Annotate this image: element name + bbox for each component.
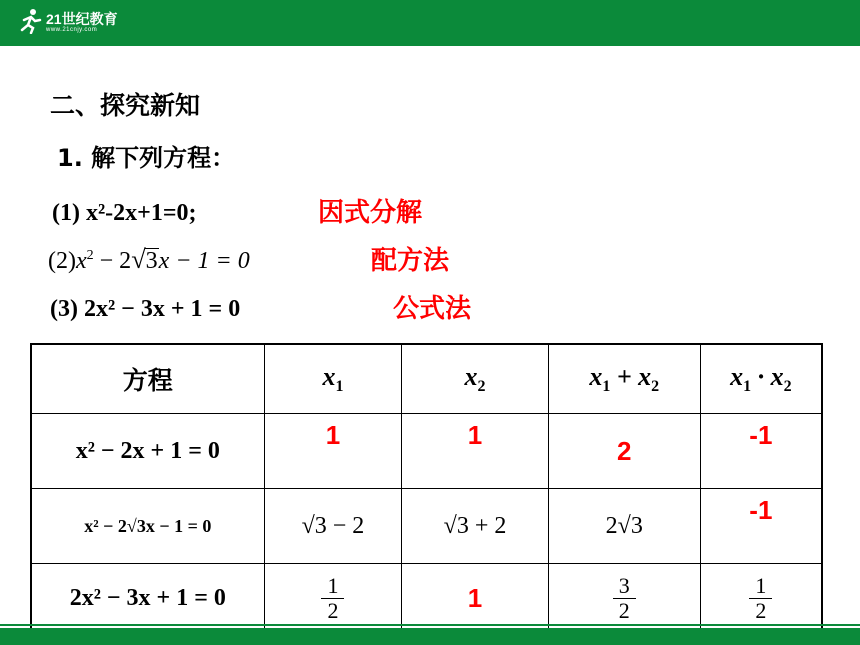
method-completing-square: 配方法 [371, 246, 450, 276]
footer-line [0, 624, 860, 626]
header-product: $x_1 \cdot x_2$ [700, 344, 822, 414]
row3-sum-fraction: $\frac{3}{2}$ [613, 574, 636, 621]
row1-x1: 1 [264, 414, 402, 489]
sub-title: 1. 解下列方程： [57, 144, 236, 172]
row3-x1 [264, 564, 402, 634]
table-header-row [31, 344, 822, 414]
table-row [31, 564, 822, 634]
equation-2-rest: − 2 [93, 248, 132, 274]
table-row [31, 414, 822, 489]
row3-sum [548, 564, 700, 634]
equation-2-radicand: 3 [145, 248, 158, 274]
equation-2-prefix: (2) [48, 248, 76, 274]
runner-logo-icon [18, 8, 42, 34]
equation-2-tail: x − 1 = 0 [158, 248, 250, 274]
equation-2-x: x [75, 248, 87, 274]
logo-url: www.21cnjy.com [46, 27, 98, 33]
row2-product: -1 [700, 489, 822, 564]
header-equation: 方程 [31, 344, 264, 414]
row3-equation: 2x² − 3x + 1 = 0 [31, 564, 264, 634]
row2-sum: 2√3 [548, 489, 700, 564]
method-formula: 公式法 [393, 294, 472, 324]
row1-equation: x² − 2x + 1 = 0 [31, 414, 264, 489]
header-sum: $x_1 + x_2$ [548, 344, 700, 414]
logo-brand: 21世纪教育 [46, 11, 118, 27]
row3-x1-fraction: $\frac{1}{2}$ [321, 574, 344, 621]
header-x1: $x_1$ [264, 344, 402, 414]
header-bar [0, 0, 860, 46]
row2-x1: √3 − 2 [264, 489, 402, 564]
row3-x2: 1 [402, 564, 549, 634]
row3-product-fraction: $\frac{1}{2}$ [749, 574, 772, 621]
method-factorization: 因式分解 [318, 198, 423, 228]
equation-1: (1) x²-2x+1=0; [52, 200, 197, 226]
row1-sum: 2 [548, 414, 700, 489]
section-title: 二、探究新知 [50, 91, 201, 120]
equation-3: (3) 2x² − 3x + 1 = 0 [50, 296, 241, 322]
row2-equation: x² − 2√3x − 1 = 0 [31, 489, 264, 564]
row3-product [700, 564, 822, 634]
row1-product: -1 [700, 414, 822, 489]
row1-x2: 1 [402, 414, 549, 489]
table-row [31, 489, 822, 564]
roots-table [30, 343, 823, 634]
row2-x2: √3 + 2 [402, 489, 549, 564]
header-x2: $x_2$ [402, 344, 549, 414]
footer-bar [0, 628, 860, 645]
equation-2: $(2)x^2 - 2√3x - 1 = 0$ [48, 244, 250, 274]
